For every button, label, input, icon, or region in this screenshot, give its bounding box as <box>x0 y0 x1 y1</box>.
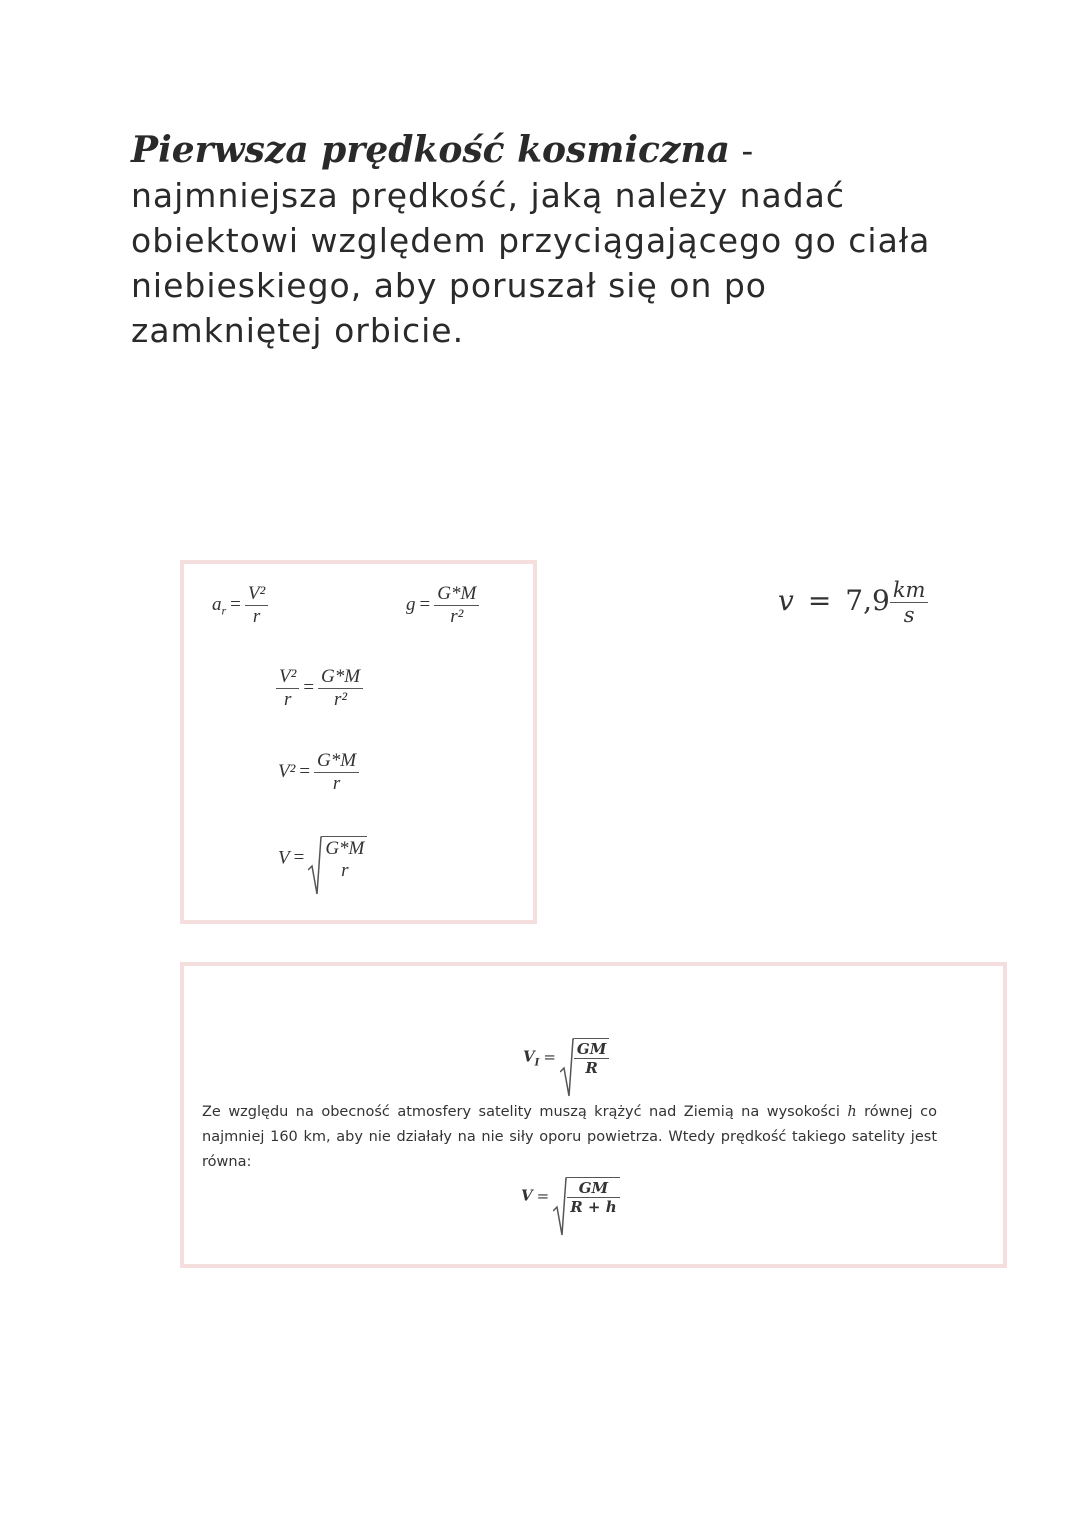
eq3-right-denominator: r² <box>334 689 348 710</box>
eq1-numerator: V² <box>245 583 268 606</box>
paragraph-text-before: Ze względu na obecność atmosfery satelity muszą krążyć nad Ziemią na wysokości <box>202 1104 848 1120</box>
equals-sign: = <box>536 1186 550 1205</box>
v-lhs: V <box>521 1186 533 1205</box>
equals-sign: = <box>230 593 241 615</box>
v1-numerator: GM <box>574 1040 609 1059</box>
v1-lhs: V <box>523 1047 535 1066</box>
eq4-lhs: V² <box>278 760 296 782</box>
equation-balance <box>276 666 363 711</box>
radical-sign-icon <box>308 836 322 896</box>
v-denominator: R + h <box>570 1198 617 1216</box>
square-root <box>553 1177 619 1216</box>
equals-sign: = <box>293 847 305 869</box>
eq2-lhs: g <box>406 593 416 615</box>
paragraph-text-after: równej co najmniej 160 km, aby nie działały na nie siły oporu powietrza. Wtedy prędkość takiego satelity jest równa: <box>202 1104 937 1170</box>
result-unit-numerator: km <box>890 578 929 603</box>
eq1-denominator: r <box>252 606 261 627</box>
equals-sign: = <box>299 760 311 782</box>
equation-centripetal-acceleration <box>212 583 268 628</box>
equals-sign: = <box>543 1047 556 1066</box>
eq3-left-numerator: V² <box>276 666 299 689</box>
term-title: Pierwsza prędkość kosmiczna <box>131 129 730 171</box>
equation-v-altitude <box>521 1177 620 1216</box>
equation-gravity <box>406 583 479 628</box>
eq1-lhs: a <box>212 593 222 615</box>
square-root <box>560 1038 609 1077</box>
eq1-lhs-sub: r <box>221 603 227 618</box>
eq4-denominator: r <box>332 773 341 794</box>
definition-paragraph <box>131 128 961 353</box>
result-unit-denominator: s <box>903 603 915 627</box>
definition-text: -najmniejsza prędkość, jaką należy nadać obiektowi względem przyciągającego go ciała niebieskiego, aby poruszał się on po zamkniętej orbicie. <box>131 131 931 350</box>
eq3-left-denominator: r <box>283 689 292 710</box>
equals-sign: = <box>419 593 431 615</box>
v1-sub: I <box>534 1057 540 1069</box>
v-numerator: GM <box>567 1179 619 1198</box>
atmosphere-paragraph <box>202 1100 937 1175</box>
eq4-numerator: G*M <box>314 750 359 773</box>
first-cosmic-velocity-value <box>778 578 928 627</box>
eq5-numerator: G*M <box>325 838 365 859</box>
result-value: 7,9 <box>845 584 890 617</box>
eq5-lhs: V <box>278 847 290 869</box>
eq2-denominator: r² <box>450 606 464 627</box>
equation-v-root <box>278 836 367 882</box>
eq5-denominator: r <box>341 860 349 881</box>
paragraph-variable-h: h <box>847 1104 857 1120</box>
radical-sign-icon <box>560 1038 574 1098</box>
equals-sign: = <box>807 584 832 617</box>
equation-v-squared <box>278 750 359 795</box>
eq3-right-numerator: G*M <box>318 666 363 689</box>
v1-denominator: R <box>585 1059 598 1077</box>
result-lhs: v <box>778 584 794 617</box>
square-root <box>308 836 367 882</box>
equation-v1 <box>523 1038 609 1077</box>
equals-sign: = <box>303 676 315 698</box>
eq2-numerator: G*M <box>434 583 479 606</box>
radical-sign-icon <box>553 1177 567 1237</box>
